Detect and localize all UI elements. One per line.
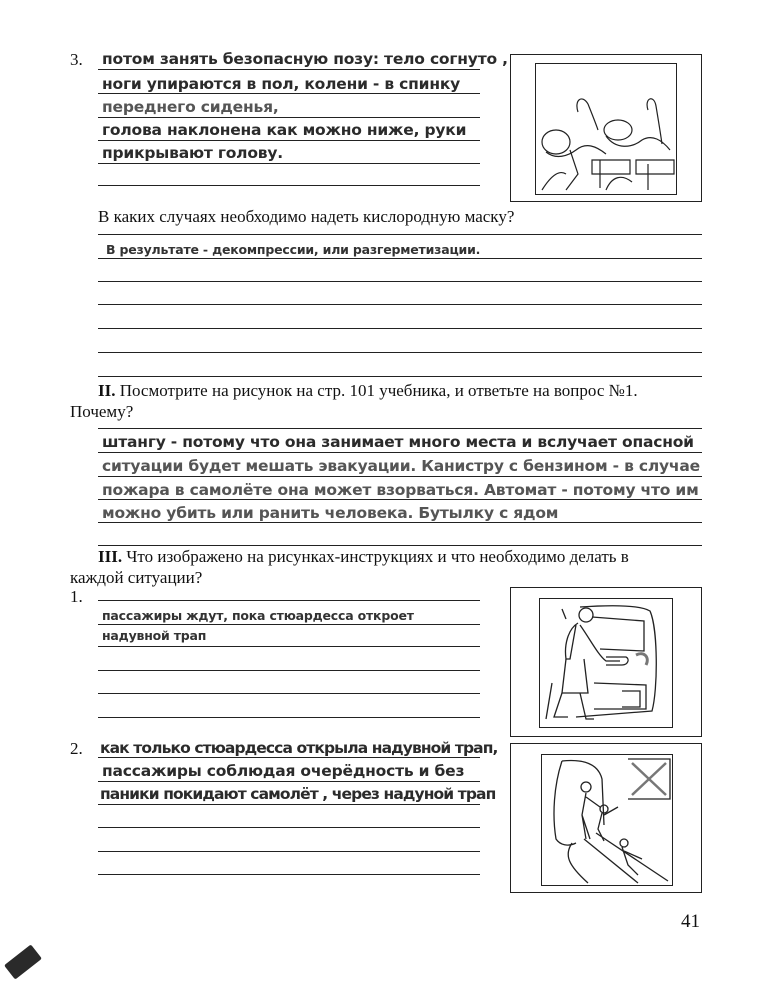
answer-rule (98, 757, 480, 758)
answer-line: пассажиры ждут, пока стюардесса откроет (102, 608, 414, 623)
watermark-logo (4, 944, 42, 979)
answer-rule (98, 140, 480, 141)
answer-rule (98, 258, 702, 259)
brace-position-illustration (535, 63, 677, 195)
answer-line: штангу - потому что она занимает много места и вслучает опасной (102, 433, 694, 451)
answer-rule (98, 827, 480, 828)
answer-line: как только стюардесса открыла надувной трап, (100, 739, 498, 757)
section-roman-numeral: III. (98, 547, 123, 566)
answer-line: ноги упираются в пол, колени - в спинку (102, 75, 461, 93)
item-number: 1. (70, 587, 83, 606)
answer-rule (98, 600, 480, 601)
answer-rule (98, 163, 480, 164)
answer-line: голова наклонена как можно ниже, руки (102, 121, 467, 139)
item-number: 3. (70, 50, 83, 69)
illustration-frame (510, 587, 702, 737)
answer-rule (98, 874, 480, 875)
section-roman-numeral: II. (98, 381, 116, 400)
section-III-prompt-line2: каждой ситуации? (70, 568, 203, 587)
answer-rule (98, 376, 702, 377)
answer-rule (98, 281, 702, 282)
answer-rule (98, 804, 480, 805)
flight-attendant-door-illustration (539, 598, 673, 728)
answer-rule (98, 781, 480, 782)
answer-rule (98, 234, 702, 235)
answer-line: пожара в самолёте она может взорваться. Автомат - потому что им (102, 481, 699, 499)
answer-line: В результате - декомпрессии, или разгерметизации. (106, 242, 481, 257)
answer-rule (98, 499, 702, 500)
answer-rule (98, 476, 702, 477)
answer-rule (98, 428, 702, 429)
answer-rule (98, 352, 702, 353)
answer-line: прикрывают голову. (102, 144, 283, 162)
section-II-prompt (98, 380, 638, 401)
question-prompt: В каких случаях необходимо надеть кислородную маску? (98, 207, 515, 226)
page-number: 41 (681, 911, 700, 932)
answer-rule (98, 624, 480, 625)
section-II-prompt-line2: Почему? (70, 402, 134, 421)
answer-rule (98, 851, 480, 852)
answer-rule (98, 117, 480, 118)
answer-rule (98, 452, 702, 453)
answer-line: потом занять безопасную позу: тело согнуто , (102, 50, 508, 68)
item-number: 2. (70, 739, 83, 758)
answer-rule (98, 717, 480, 718)
answer-line: паники покидают самолёт , через надуной трап (100, 785, 496, 803)
answer-line: можно убить или ранить человека. Бутылку с ядом (102, 504, 559, 522)
illustration-frame (510, 54, 702, 202)
answer-rule (98, 522, 702, 523)
section-II-prompt-line1: Посмотрите на рисунок на стр. 101 учебника, и ответьте на вопрос №1. (119, 381, 638, 400)
answer-rule (98, 69, 480, 70)
evacuation-slide-illustration (541, 754, 673, 886)
answer-line: пассажиры соблюдая очерёдность и без (102, 762, 465, 780)
answer-rule (98, 304, 702, 305)
section-III-prompt (98, 546, 629, 567)
answer-line: переднего сиденья, (102, 98, 279, 116)
answer-rule (98, 93, 480, 94)
answer-line: ситуации будет мешать эвакуации. Канистру с бензином - в случае (102, 457, 700, 475)
illustration-frame (510, 743, 702, 893)
answer-line: надувной трап (102, 628, 207, 643)
answer-rule (98, 185, 480, 186)
answer-rule (98, 646, 480, 647)
answer-rule (98, 693, 480, 694)
section-III-prompt-line1: Что изображено на рисунках-инструкциях и что необходимо делать в (126, 547, 629, 566)
answer-rule (98, 328, 702, 329)
answer-rule (98, 670, 480, 671)
